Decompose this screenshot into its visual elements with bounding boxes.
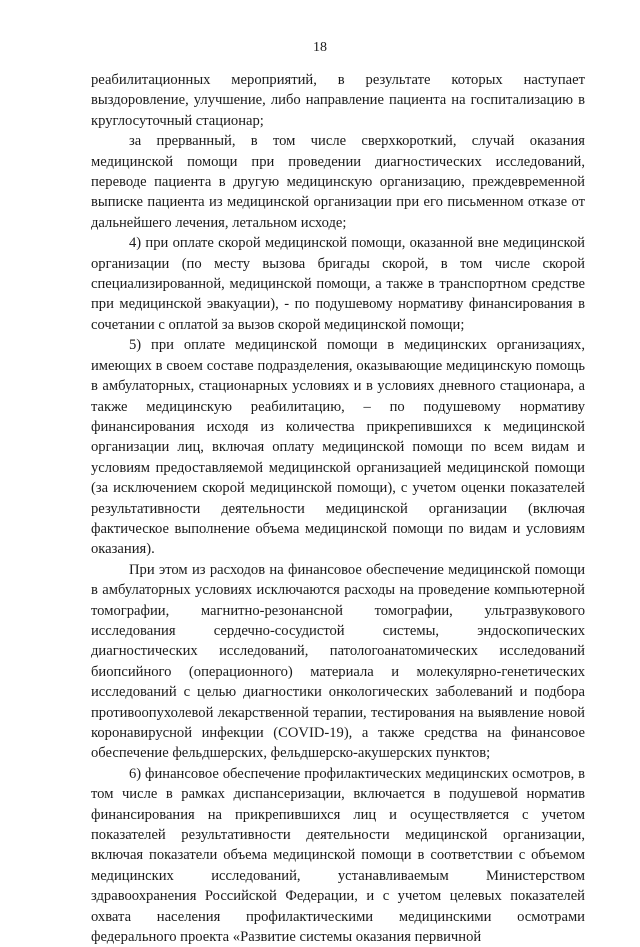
paragraph-continuation: реабилитационных мероприятий, в результате которых наступает выздоровление, улучшение, либо направление пациента на госпитализацию в круглосуточный стационар; bbox=[91, 72, 585, 129]
paragraph-exclusions: При этом из расходов на финансовое обеспечение медицинской помощи в амбулаторных условиях исключаются расходы на проведение компьютерной томографии, магнитно-резонансной томографии, ультразвукового исследования сердечно-сосудистой системы, эндоскопических диагностических исследований, патологоанатомических исследований биопсийного (операционного) материала и молекулярно-генетических исследований с целью диагностики онкологических заболеваний и подбора противоопухолевой лекарственной терапии, тестирования на выявление новой коронавирусной инфекции (COVID-19), а также средства на финансовое обеспечение фельдшерских, фельдшерско-акушерских пунктов; bbox=[91, 561, 585, 762]
page-number: 18 bbox=[313, 40, 327, 55]
paragraph-item-6: 6) финансовое обеспечение профилактических медицинских осмотров, в том числе в рамках диспансеризации, включается в подушевой норматив финансирования на прикрепившихся лиц и осуществляется с учетом показателей результативности деятельности медицинской организации, включая показатели объема медицинской помощи в соответствии с объемом медицинских исследований, устанавливаемым Министерством здравоохранения Российской Федерации, и с учетом целевых показателей охвата населения профилактическими медицинскими осмотрами федерального проекта «Развитие системы оказания первичной bbox=[91, 765, 585, 946]
document-body bbox=[91, 70, 585, 947]
paragraph-interrupted-case: за прерванный, в том числе сверхкороткий, случай оказания медицинской помощи при проведении диагностических исследований, переводе пациента в другую медицинскую организацию, преждевременной выписке пациента из медицинской организации при его письменном отказе от дальнейшего лечения, летальном исходе; bbox=[91, 133, 585, 231]
paragraph-item-5: 5) при оплате медицинской помощи в медицинских организациях, имеющих в своем составе подразделения, оказывающие медицинскую помощь в амбулаторных, стационарных условиях и в условиях дневного стационара, а также медицинскую реабилитацию, – по подушевому нормативу финансирования исходя из количества прикрепившихся к медицинской организации лиц, включая оплату медицинской помощи по всем видам и условиям предоставляемой медицинской организацией медицинской помощи (за исключением скорой медицинской помощи), с учетом оценки показателей результативности деятельности медицинской организации (включая фактическое выполнение объема медицинской помощи по видам и условиям оказания). bbox=[91, 337, 585, 558]
paragraph-item-4: 4) при оплате скорой медицинской помощи, оказанной вне медицинской организации (по месту вызова бригады скорой, в том числе скорой специализированной, медицинской помощи, а также в транспортном средстве при медицинской эвакуации), - по подушевому нормативу финансирования в сочетании с оплатой за вызов скорой медицинской помощи; bbox=[91, 235, 585, 333]
